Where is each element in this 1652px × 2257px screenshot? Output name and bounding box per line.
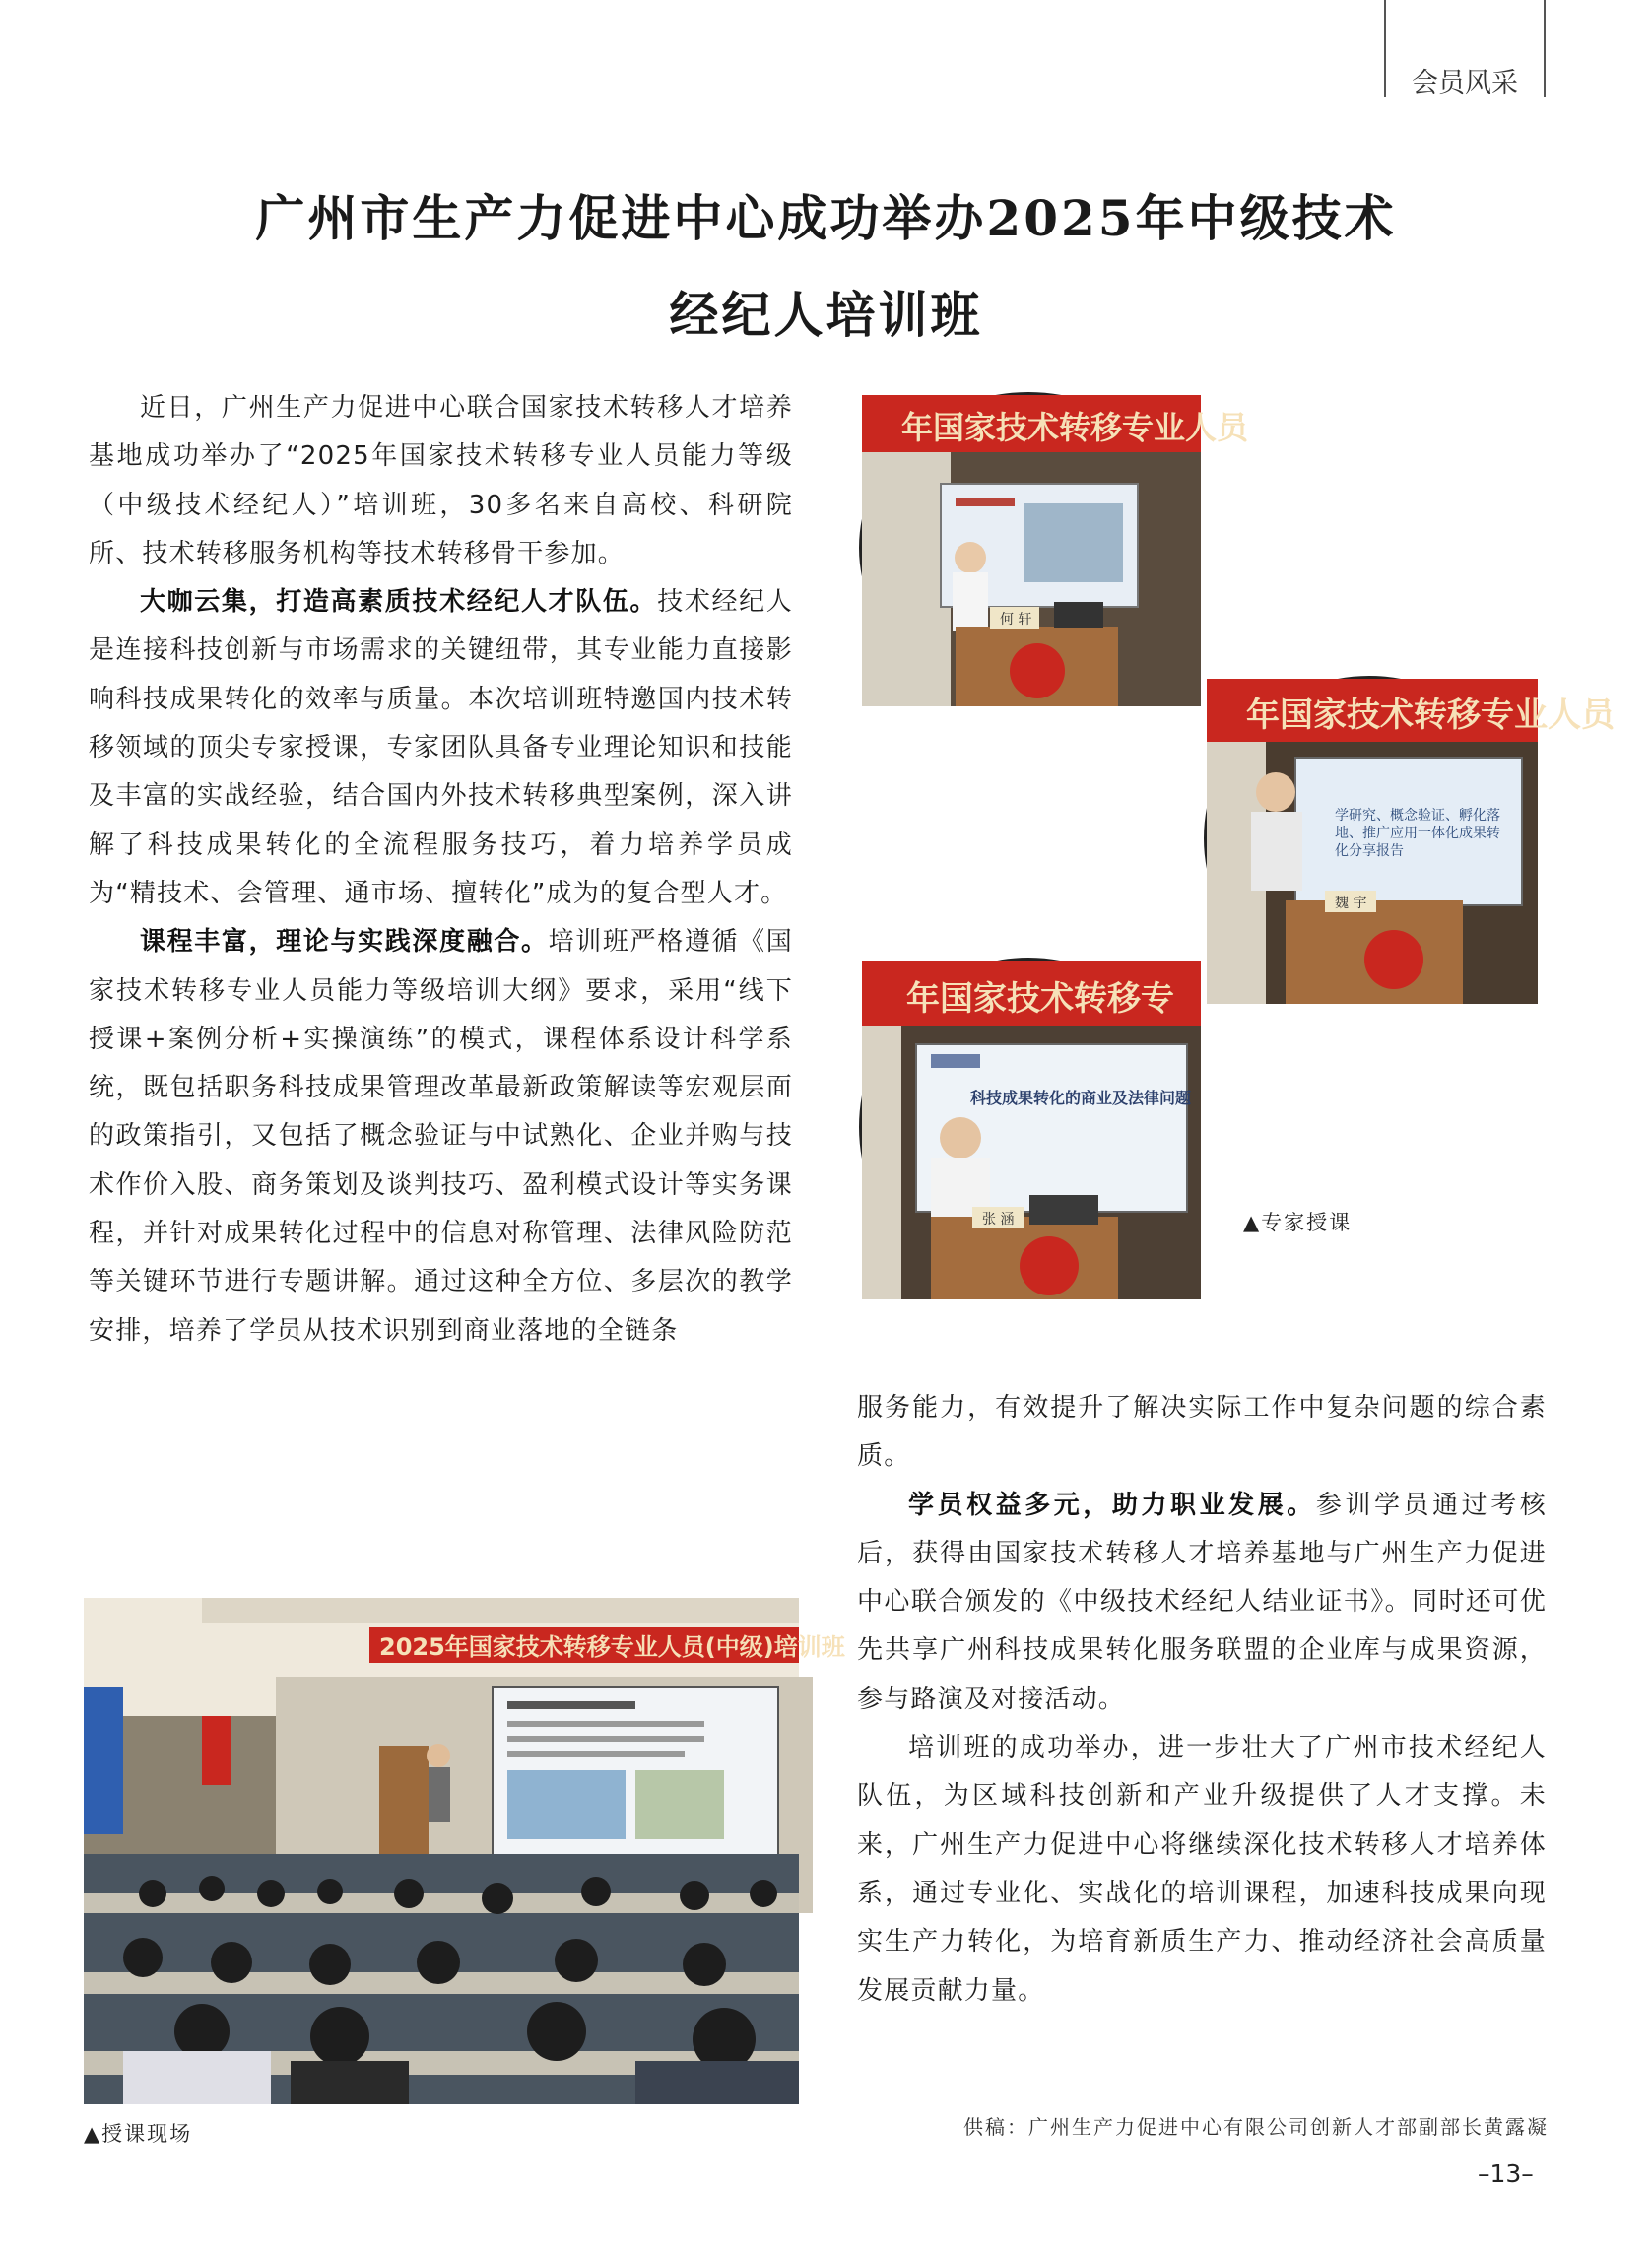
speaker-photo-1-nameplate: 何 轩 (1000, 612, 1032, 628)
speaker-photo-3-image (862, 961, 1201, 1299)
classroom-photo (84, 1598, 845, 2104)
paragraph-courses (89, 918, 793, 1356)
paragraph-experts-body: 技术经纪人是连接科技创新与市场需求的关键纽带，其专业能力直接影响科技成果转化的效率与质量。本次培训班特邀国内技术转移领域的顶尖专家授课，专家团队具备专业理论知识和技能及丰富的实战经验，结合国内外技术转移典型案例，深入讲解了科技成果转化的全流程服务技巧，着力培养学员成为“精技术、会管理、通市场、擅转化”成为的复合型人才。 (89, 587, 793, 908)
caption-expert-lectures: ▲专家授课 (1243, 1211, 1353, 1234)
article-credit: 供稿：广州生产力促进中心有限公司创新人才部副部长黄露凝 (963, 2115, 1549, 2139)
speaker-photo-1-image (862, 395, 1249, 706)
speaker-photo-2 (1204, 676, 1615, 1001)
paragraph-courses-continued: 服务能力，有效提升了解决实际工作中复杂问题的综合素质。 (857, 1393, 1547, 1472)
article-column-right (857, 1384, 1547, 2054)
speaker-photo-3-nameplate: 张 涵 (982, 1212, 1015, 1228)
article-column-left (89, 384, 793, 1557)
article-title-line2: 经纪人培训班 (669, 286, 983, 344)
paragraph-courses-body: 培训班严格遵循《国家技术转移专业人员能力等级培训大纲》要求，采用“线下授课+案例分析+实操演练”的模式，课程体系设计科学系统，既包括职务科技成果管理改革最新政策解读等宏观层面的政策指引，又包括了概念验证与中试熟化、企业并购与技术作价入股、商务策划及谈判技巧、盈利模式设计等实务课程，并针对成果转化过程中的信息对称管理、法律风险防范等关键环节进行专题讲解。通过这种全方位、多层次的教学安排，培养了学员从技术识别到商业落地的全链条 (89, 927, 793, 1346)
speaker-photo-3 (859, 958, 1198, 1296)
page-number: –13– (1478, 2159, 1534, 2188)
section-label: 会员风采 (1412, 68, 1518, 99)
paragraph-benefits (857, 1482, 1547, 1724)
classroom-photo-banner: 2025年国家技术转移专业人员(中级)培训班 (379, 1633, 845, 1661)
section-tab (1384, 0, 1546, 97)
paragraph-courses-lead: 课程丰富，理论与实践深度融合。 (140, 927, 549, 958)
paragraph-conclusion: 培训班的成功举办，进一步壮大了广州市技术经纪人队伍，为区域科技创新和产业升级提供了人才支撑。未来，广州生产力促进中心将继续深化技术转移人才培养体系，通过专业化、实战化的培训课程，加速科技成果向现实生产力转化，为培育新质生产力、推动经济社会高质量发展贡献力量。 (857, 1733, 1547, 2006)
speaker-photo-3-banner: 年国家技术转移专 (906, 979, 1174, 1019)
speaker-photo-2-screen-text: 学研究、概念验证、孵化落地、推广应用一体化成果转化分享报告 (1335, 808, 1500, 859)
paragraph-experts (89, 578, 793, 918)
paragraph-benefits-body: 参训学员通过考核后，获得由国家技术转移人才培养基地与广州生产力促进中心联合颁发的《中级技术经纪人结业证书》。同时还可优先共享广州科技成果转化服务联盟的企业库与成果资源，参与路演及对接活动。 (857, 1490, 1547, 1714)
classroom-photo-image (84, 1598, 845, 2104)
paragraph-benefits-lead: 学员权益多元，助力职业发展。 (908, 1490, 1316, 1520)
speaker-photo-1-banner: 年国家技术转移专业人员 (901, 409, 1249, 446)
paragraph-experts-lead: 大咖云集，打造高素质技术经纪人才队伍。 (140, 587, 658, 618)
speaker-photo-2-banner: 年国家技术转移专业人员 (1246, 696, 1615, 735)
speaker-photo-3-screen-text: 科技成果转化的商业及法律问题 (970, 1089, 1192, 1107)
paragraph-intro: 近日，广州生产力促进中心联合国家技术转移人才培养基地成功举办了“2025年国家技术转移专业人员能力等级（中级技术经纪人）”培训班，30多名来自高校、科研院所、技术转移服务机构等技术转移骨干参加。 (89, 393, 793, 568)
speaker-photo-2-image (1207, 679, 1615, 1004)
speaker-photo-2-nameplate: 魏 宇 (1335, 896, 1367, 911)
caption-classroom: ▲授课现场 (84, 2122, 193, 2146)
article-title-line1: 广州市生产力促进中心成功举办2025年中级技术 (255, 189, 1397, 247)
speaker-photo-1 (859, 392, 1249, 703)
